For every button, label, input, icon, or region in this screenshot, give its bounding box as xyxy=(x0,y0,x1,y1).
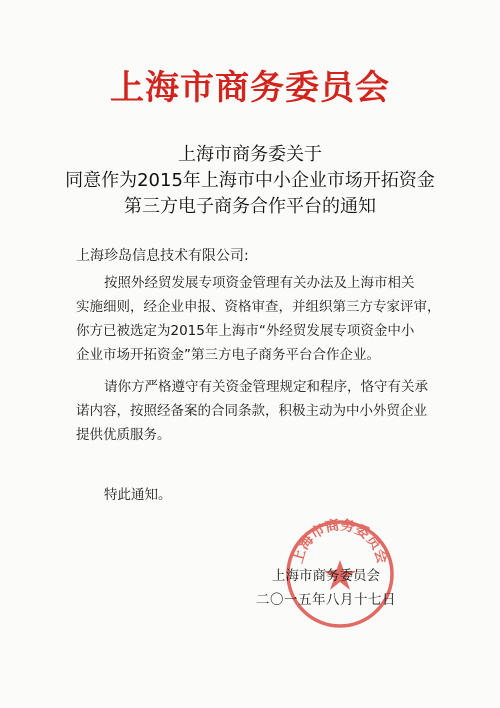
paragraph-2-line-2: 诺内容，按照经备案的合同条款，积极主动为中小外贸企业 xyxy=(76,403,427,419)
paragraph-2-line-3: 提供优质服务。 xyxy=(76,427,171,443)
notice-title xyxy=(0,142,500,220)
signature-organization: 上海市商务委员会 xyxy=(272,568,380,584)
paragraph-2-line-1: 请你方严格遵守有关资金管理规定和程序，恪守有关承 xyxy=(104,379,428,395)
notice-title-line-2: 同意作为2015年上海市中小企业市场开拓资金 xyxy=(65,170,435,191)
closing-remark: 特此通知。 xyxy=(104,487,172,503)
body-paragraph-1 xyxy=(76,271,441,367)
notice-title-line-1: 上海市商务委关于 xyxy=(178,144,322,165)
paragraph-1-line-1: 按照外经贸发展专项资金管理有关办法及上海市相关 xyxy=(104,275,415,291)
seal-arc-text: 上海市商务委员会 xyxy=(289,518,391,566)
paragraph-1-line-4: 企业市场开拓资金”第三方电子商务平台合作企业。 xyxy=(76,347,380,363)
paragraph-1-line-3: 你方已被选定为2015年上海市“外经贸发展专项资金中小 xyxy=(76,323,415,339)
body-paragraph-2 xyxy=(76,375,426,447)
notice-title-line-3: 第三方电子商务合作平台的通知 xyxy=(124,196,376,217)
recipient-line: 上海珍岛信息技术有限公司: xyxy=(76,248,249,264)
paragraph-1-line-2: 实施细则，经企业申报、资格审查，并组织第三方专家评审， xyxy=(76,299,441,315)
letterhead-title: 上海市商务委员会 xyxy=(110,68,390,108)
signature-date: 二〇一五年八月十七日 xyxy=(256,592,396,608)
